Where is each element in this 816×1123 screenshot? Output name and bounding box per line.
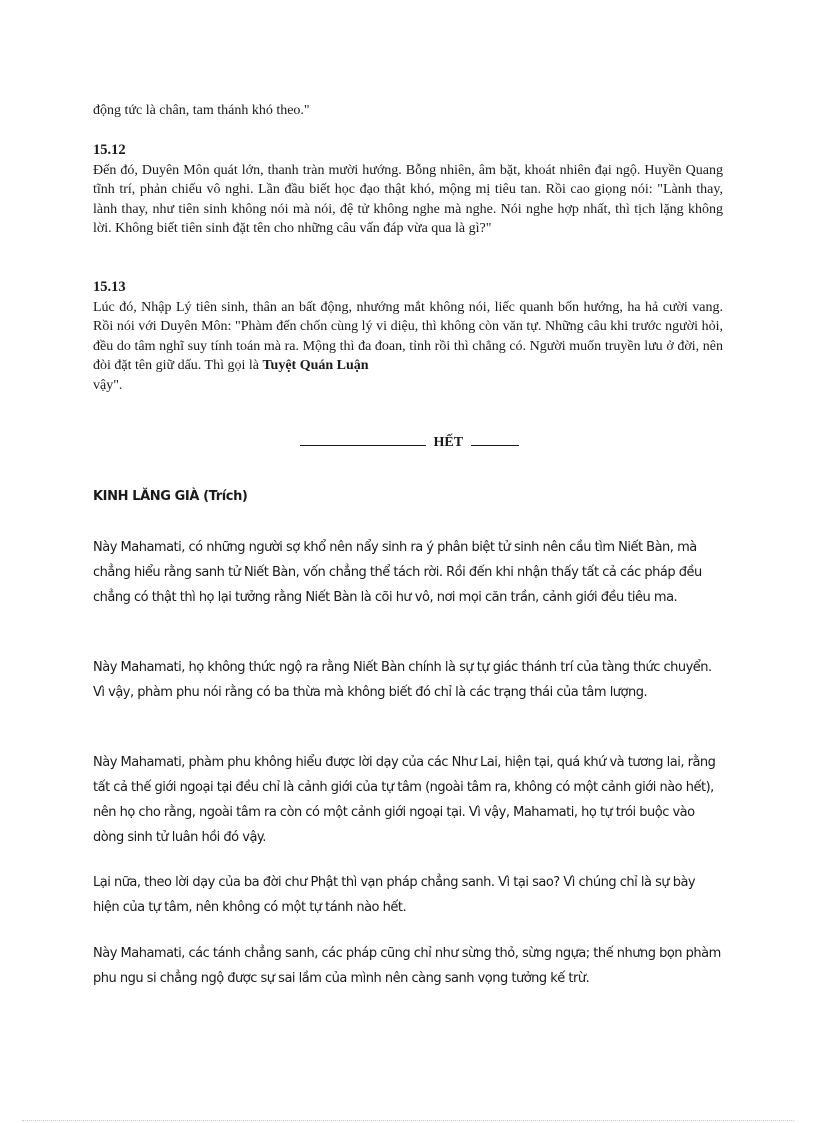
section-text-after: vậy". xyxy=(93,377,123,393)
end-mark-rule-right xyxy=(471,433,519,446)
sutra-paragraph-5: Này Mahamati, các tánh chẳng sanh, các pháp cũng chỉ như sừng thỏ, sừng ngựa; thế nhưng bọn phàm phu ngu si chẳng ngộ được sự sai lầm của mình nên càng sanh vọng tưởng kế trừ. xyxy=(93,946,721,986)
intro-line: động tức là chân, tam thánh khó theo." xyxy=(93,103,310,118)
section-text xyxy=(93,298,723,396)
sutra-paragraph-2: Này Mahamati, họ không thức ngộ ra rằng Niết Bàn chính là sự tự giác thánh trí của tàng thức chuyển. Vì vậy, phàm phu nói rằng có ba thừa mà không biết đó chỉ là các trạng thái của tâm lượng. xyxy=(93,660,712,700)
sutra-paragraph-3: Này Mahamati, phàm phu không hiểu được lời dạy của các Như Lai, hiện tại, quá khứ và tương lai, rằng tất cả thế giới ngoại tại đều chỉ là cảnh giới của tự tâm (ngoài tâm ra, không có một cảnh giới nào hết), nên họ cho rằng, ngoài tâm ra còn có một cảnh giới ngoại tại. Vì vậy, Mahamati, họ tự trói buộc vào dòng sinh tử luân hồi đó vậy. xyxy=(93,755,716,845)
treatise-title: Tuyệt Quán Luận xyxy=(262,358,369,373)
section-number: 15.12 xyxy=(93,142,126,158)
section-text: Đến đó, Duyên Môn quát lớn, thanh tràn mười hướng. Bỗng nhiên, âm bặt, khoát nhiên đại ngộ. Huyền Quang tĩnh trí, phản chiếu vô nghi. Lần đầu biết học đạo thật khó, mộng mị tiêu tan. Rồi cao giọng nói: "Lành thay, lành thay, như tiên sinh không nói mà nói, đệ tử không nghe mà nghe. Nói nghe hợp nhất, thì tịch lặng không lời. Không biết tiên sinh đặt tên cho những câu vấn đáp vừa qua là gì?" xyxy=(93,162,723,236)
sutra-paragraph-1: Này Mahamati, có những người sợ khổ nên nẩy sinh ra ý phân biệt tử sinh nên cầu tìm Niết Bàn, mà chẳng hiểu rằng sanh tử Niết Bàn, vốn chẳng thể tách rời. Rồi đến khi nhận thấy tất cả các pháp đều chẳng có thật thì họ lại tưởng rằng Niết Bàn là cõi hư vô, nơi mọi căn trần, cảnh giới đều tiêu ma. xyxy=(93,540,702,605)
sutra-title: KINH LĂNG GIÀ (Trích) xyxy=(93,489,248,504)
section-15-12 xyxy=(93,141,723,239)
section-number: 15.13 xyxy=(93,279,126,295)
end-mark xyxy=(300,433,530,451)
sutra-paragraph-4: Lại nữa, theo lời dạy của ba đời chư Phật thì vạn pháp chẳng sanh. Vì tại sao? Vì chúng chỉ là sự bày hiện của tự tâm, nên không có một tự tánh nào hết. xyxy=(93,875,696,915)
section-text-before: Lúc đó, Nhập Lý tiên sinh, thân an bất động, nhướng mắt không nói, liếc quanh bốn hướng, ha hả cười vang. Rồi nói với Duyên Môn: "Phàm đến chốn cùng lý vi diệu, thì không còn văn tự. Những câu khi trước người hỏi, đều do tâm nghĩ suy tính toán mà ra. Mộng thì đa đoan, tỉnh rồi thì chẳng có. Người muốn truyền lưu ở đời, nên đòi đặt tên giữ dấu. Thì gọi là xyxy=(93,299,723,373)
section-15-13 xyxy=(93,278,723,395)
end-mark-rule-left xyxy=(300,433,426,446)
page-bottom-border xyxy=(22,1120,794,1121)
end-mark-text: HẾT xyxy=(433,435,464,450)
